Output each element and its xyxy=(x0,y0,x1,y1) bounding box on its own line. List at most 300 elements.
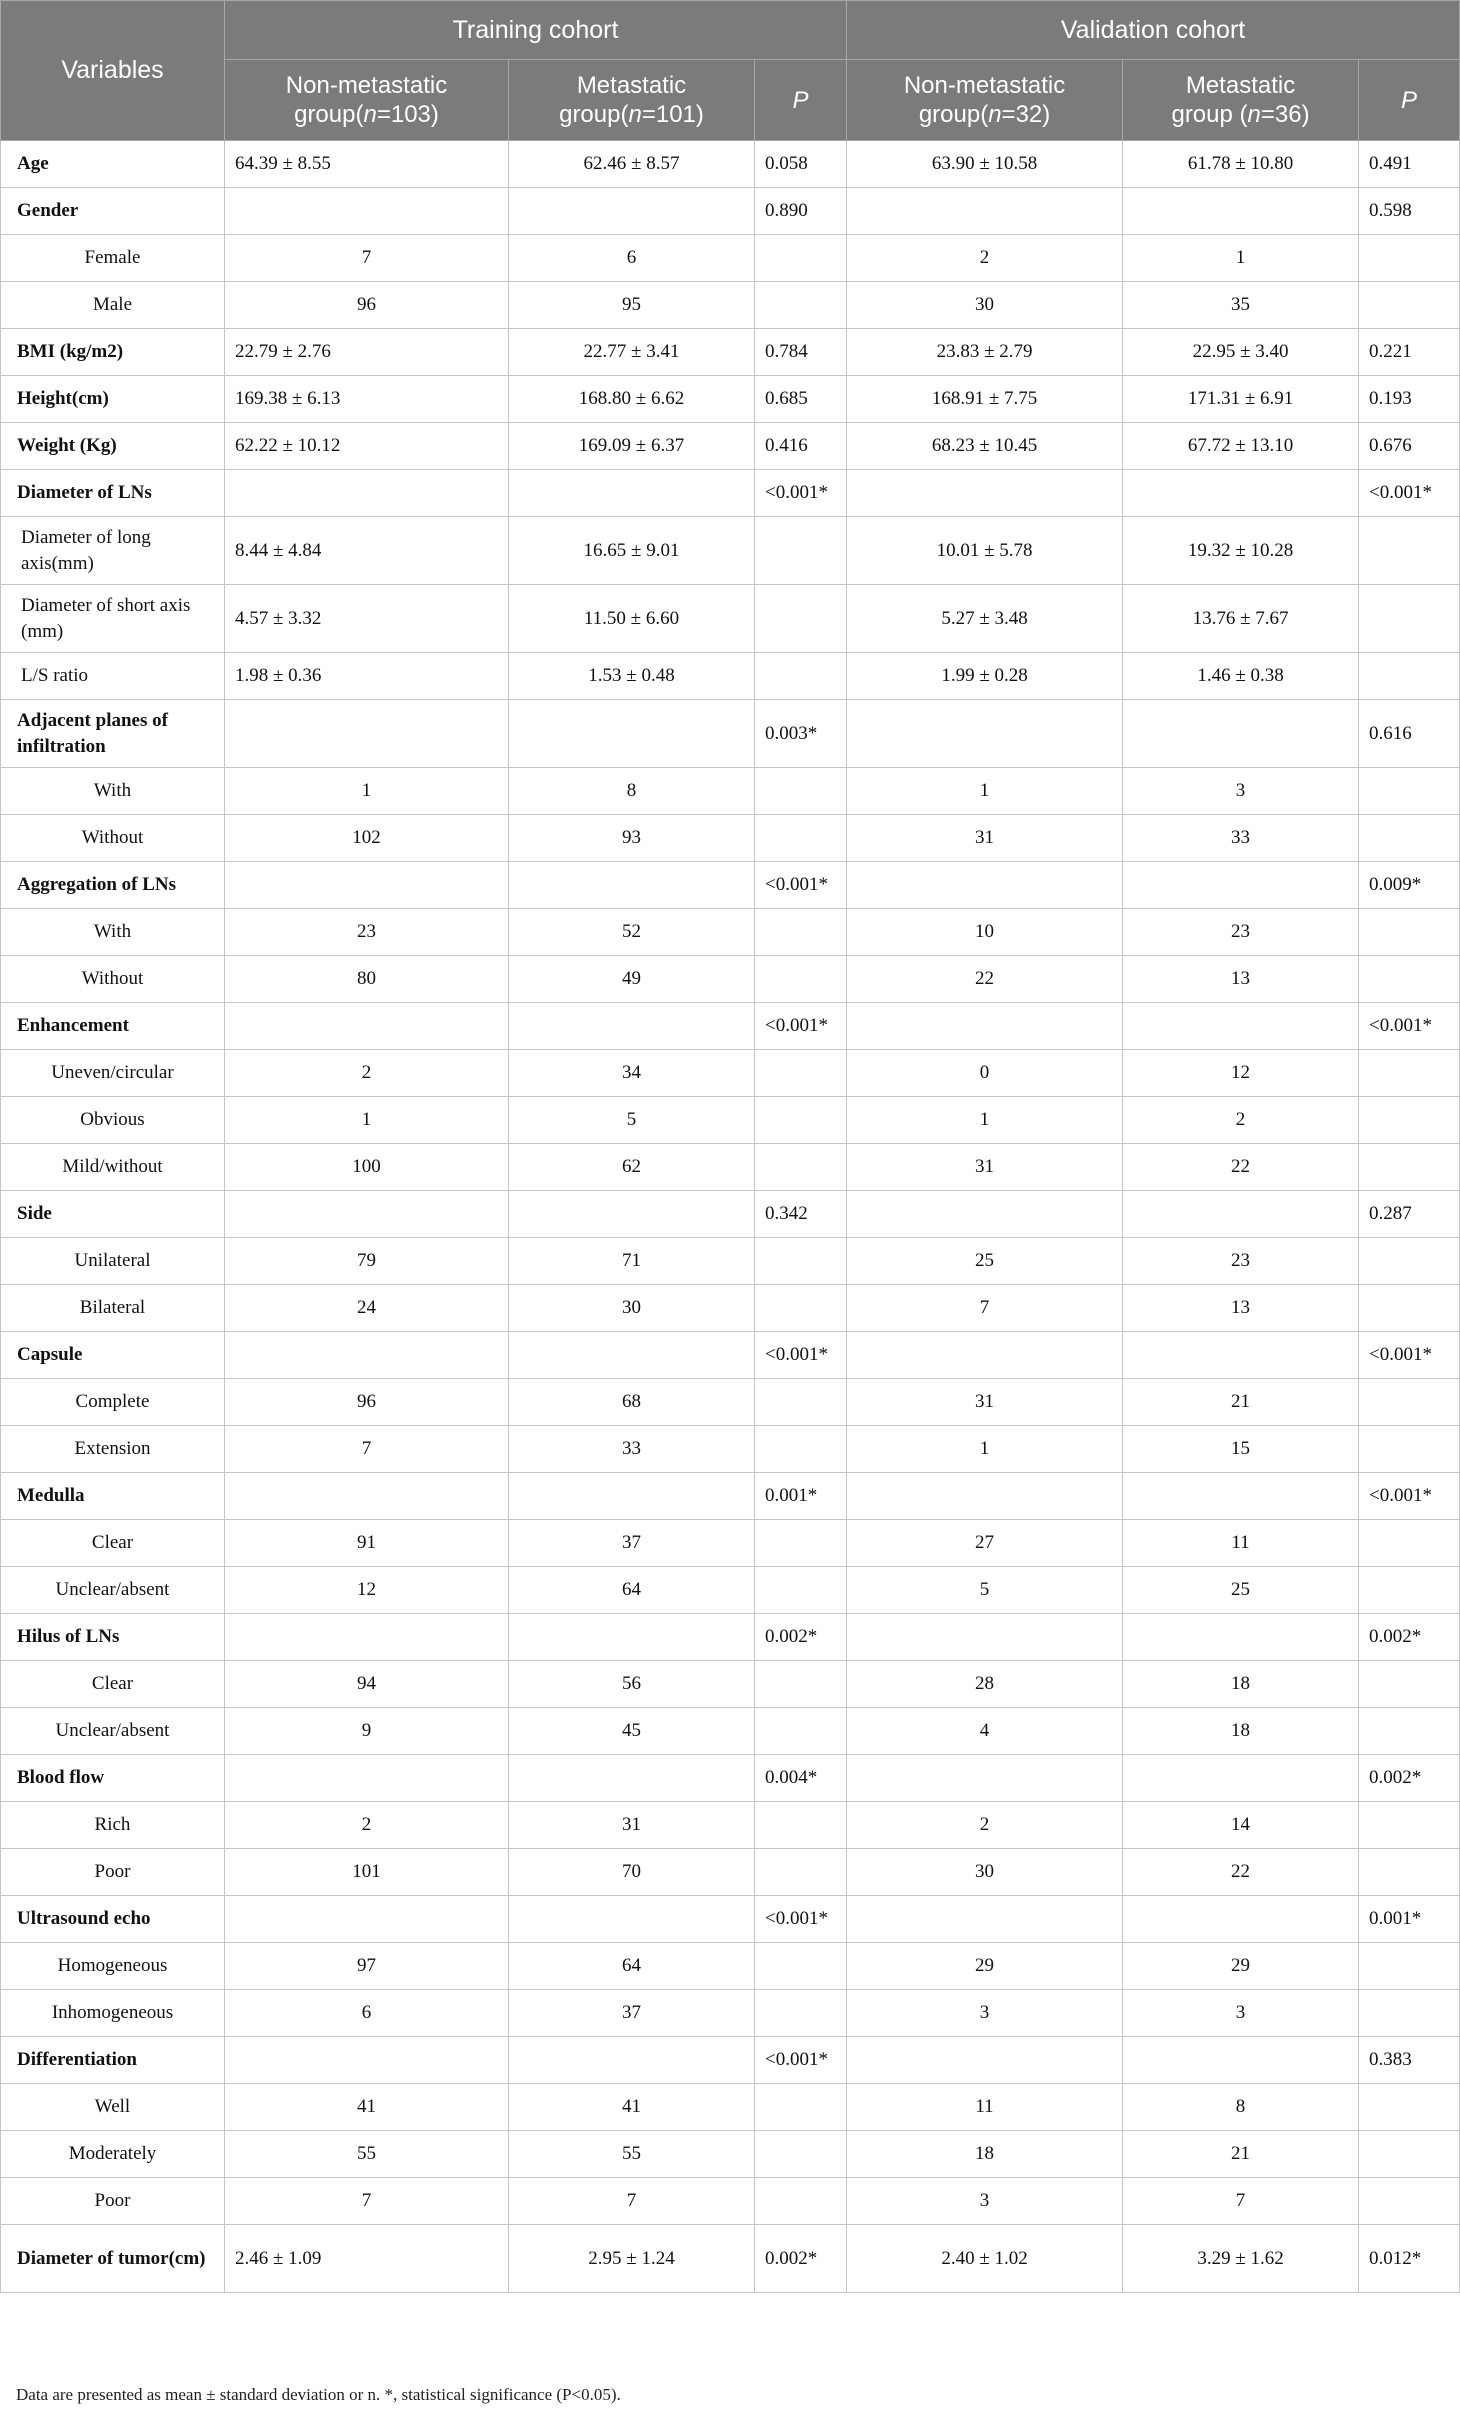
value-cell: 55 xyxy=(225,2131,509,2178)
p-value-cell xyxy=(1359,1285,1460,1332)
value-cell: 2 xyxy=(225,1050,509,1097)
value-cell xyxy=(509,1191,755,1238)
value-cell: 52 xyxy=(509,909,755,956)
value-cell: 13 xyxy=(1123,956,1359,1003)
p-value-cell xyxy=(1359,768,1460,815)
value-cell: 21 xyxy=(1123,2131,1359,2178)
row-variable-label: Diameter of LNs xyxy=(1,470,225,517)
value-cell: 11 xyxy=(1123,1520,1359,1567)
value-cell xyxy=(225,1896,509,1943)
value-cell: 80 xyxy=(225,956,509,1003)
header-val-p: P xyxy=(1359,60,1460,141)
p-value-cell: 0.012* xyxy=(1359,2225,1460,2293)
value-cell: 168.91 ± 7.75 xyxy=(847,376,1123,423)
p-value-cell: <0.001* xyxy=(1359,1473,1460,1520)
value-cell: 5.27 ± 3.48 xyxy=(847,585,1123,653)
value-cell: 68.23 ± 10.45 xyxy=(847,423,1123,470)
value-cell: 64 xyxy=(509,1943,755,1990)
value-cell xyxy=(847,700,1123,768)
row-category-label: Unilateral xyxy=(1,1238,225,1285)
value-cell: 2.95 ± 1.24 xyxy=(509,2225,755,2293)
value-cell xyxy=(509,1003,755,1050)
row-category-label: Well xyxy=(1,2084,225,2131)
value-cell xyxy=(225,1473,509,1520)
table-row xyxy=(1,1426,1460,1473)
p-value-cell xyxy=(1359,653,1460,700)
value-cell xyxy=(847,2037,1123,2084)
value-cell: 28 xyxy=(847,1661,1123,1708)
p-value-cell xyxy=(755,282,847,329)
header-train-metastatic: Metastatic group(n=101) xyxy=(509,60,755,141)
p-value-cell xyxy=(755,1285,847,1332)
value-cell xyxy=(225,700,509,768)
row-category-label: Mild/without xyxy=(1,1144,225,1191)
p-value-cell xyxy=(755,1661,847,1708)
table-row xyxy=(1,862,1460,909)
row-category-label: Clear xyxy=(1,1661,225,1708)
value-cell xyxy=(509,1473,755,1520)
value-cell xyxy=(1123,862,1359,909)
value-cell: 1.53 ± 0.48 xyxy=(509,653,755,700)
value-cell: 30 xyxy=(847,282,1123,329)
value-cell: 33 xyxy=(1123,815,1359,862)
row-variable-label: Capsule xyxy=(1,1332,225,1379)
table-row xyxy=(1,1943,1460,1990)
value-cell: 6 xyxy=(225,1990,509,2037)
value-cell xyxy=(225,862,509,909)
value-cell: 29 xyxy=(847,1943,1123,1990)
p-value-cell xyxy=(755,1990,847,2037)
table-row xyxy=(1,235,1460,282)
value-cell: 5 xyxy=(509,1097,755,1144)
value-cell: 22 xyxy=(1123,1144,1359,1191)
value-cell: 23 xyxy=(225,909,509,956)
table-row xyxy=(1,2178,1460,2225)
p-value-cell xyxy=(1359,1661,1460,1708)
value-cell: 41 xyxy=(509,2084,755,2131)
p-value-cell xyxy=(1359,2131,1460,2178)
row-variable-label: Side xyxy=(1,1191,225,1238)
table-row xyxy=(1,2037,1460,2084)
table-row xyxy=(1,1285,1460,1332)
p-value-cell xyxy=(1359,585,1460,653)
table-row xyxy=(1,1708,1460,1755)
value-cell: 49 xyxy=(509,956,755,1003)
row-variable-label: Aggregation of LNs xyxy=(1,862,225,909)
row-category-label: Without xyxy=(1,815,225,862)
row-variable-label: Ultrasound echo xyxy=(1,1896,225,1943)
p-value-cell xyxy=(1359,815,1460,862)
p-value-cell xyxy=(755,1379,847,1426)
row-category-label: Complete xyxy=(1,1379,225,1426)
table-row xyxy=(1,956,1460,1003)
p-value-cell: 0.002* xyxy=(1359,1755,1460,1802)
row-variable-label: Age xyxy=(1,141,225,188)
table-row xyxy=(1,700,1460,768)
value-cell: 67.72 ± 13.10 xyxy=(1123,423,1359,470)
p-value-cell xyxy=(1359,235,1460,282)
value-cell: 22.79 ± 2.76 xyxy=(225,329,509,376)
p-value-cell xyxy=(1359,1144,1460,1191)
value-cell: 96 xyxy=(225,282,509,329)
p-value-cell: 0.003* xyxy=(755,700,847,768)
p-value-cell: 0.009* xyxy=(1359,862,1460,909)
value-cell: 25 xyxy=(847,1238,1123,1285)
value-cell: 1.46 ± 0.38 xyxy=(1123,653,1359,700)
value-cell: 6 xyxy=(509,235,755,282)
p-value-cell: 0.890 xyxy=(755,188,847,235)
value-cell: 4.57 ± 3.32 xyxy=(225,585,509,653)
value-cell: 31 xyxy=(847,1379,1123,1426)
p-value-cell xyxy=(755,768,847,815)
value-cell: 24 xyxy=(225,1285,509,1332)
row-variable-label: Height(cm) xyxy=(1,376,225,423)
value-cell xyxy=(847,1003,1123,1050)
p-value-cell xyxy=(755,1708,847,1755)
row-category-label: Unclear/absent xyxy=(1,1708,225,1755)
value-cell xyxy=(509,188,755,235)
p-value-cell xyxy=(755,1802,847,1849)
value-cell: 7 xyxy=(225,235,509,282)
value-cell: 9 xyxy=(225,1708,509,1755)
value-cell: 12 xyxy=(1123,1050,1359,1097)
p-value-cell: 0.676 xyxy=(1359,423,1460,470)
value-cell xyxy=(225,1191,509,1238)
header-variables: Variables xyxy=(1,1,225,141)
table-row xyxy=(1,1896,1460,1943)
value-cell xyxy=(225,1003,509,1050)
value-cell: 27 xyxy=(847,1520,1123,1567)
value-cell xyxy=(847,470,1123,517)
value-cell xyxy=(225,1614,509,1661)
value-cell: 2 xyxy=(225,1802,509,1849)
value-cell: 95 xyxy=(509,282,755,329)
value-cell: 2 xyxy=(1123,1097,1359,1144)
p-value-cell: 0.616 xyxy=(1359,700,1460,768)
value-cell: 64.39 ± 8.55 xyxy=(225,141,509,188)
header-training-cohort: Training cohort xyxy=(225,1,847,60)
value-cell xyxy=(1123,1191,1359,1238)
value-cell: 7 xyxy=(847,1285,1123,1332)
table-row xyxy=(1,329,1460,376)
p-value-cell xyxy=(755,2084,847,2131)
value-cell: 100 xyxy=(225,1144,509,1191)
p-value-cell xyxy=(755,1567,847,1614)
value-cell xyxy=(847,188,1123,235)
value-cell: 35 xyxy=(1123,282,1359,329)
table-row xyxy=(1,2131,1460,2178)
row-category-label: Clear xyxy=(1,1520,225,1567)
value-cell: 18 xyxy=(1123,1661,1359,1708)
value-cell: 45 xyxy=(509,1708,755,1755)
row-category-label: Homogeneous xyxy=(1,1943,225,1990)
row-variable-label: BMI (kg/m2) xyxy=(1,329,225,376)
p-value-cell xyxy=(755,1520,847,1567)
row-variable-label: Blood flow xyxy=(1,1755,225,1802)
table-row xyxy=(1,1614,1460,1661)
p-value-cell: 0.598 xyxy=(1359,188,1460,235)
p-value-cell xyxy=(755,1238,847,1285)
value-cell xyxy=(225,2037,509,2084)
p-value-cell: 0.001* xyxy=(1359,1896,1460,1943)
p-value-cell xyxy=(755,517,847,585)
value-cell xyxy=(509,1896,755,1943)
value-cell: 8 xyxy=(1123,2084,1359,2131)
table-row xyxy=(1,585,1460,653)
p-value-cell xyxy=(1359,1708,1460,1755)
p-value-cell: 0.002* xyxy=(755,2225,847,2293)
value-cell xyxy=(1123,1896,1359,1943)
p-value-cell xyxy=(1359,282,1460,329)
value-cell: 62 xyxy=(509,1144,755,1191)
row-category-label: Without xyxy=(1,956,225,1003)
table-row xyxy=(1,1050,1460,1097)
value-cell: 2.40 ± 1.02 xyxy=(847,2225,1123,2293)
p-value-cell: 0.383 xyxy=(1359,2037,1460,2084)
table-row xyxy=(1,909,1460,956)
p-value-cell: <0.001* xyxy=(755,1896,847,1943)
value-cell: 1.98 ± 0.36 xyxy=(225,653,509,700)
p-value-cell: <0.001* xyxy=(755,1003,847,1050)
value-cell: 29 xyxy=(1123,1943,1359,1990)
value-cell: 16.65 ± 9.01 xyxy=(509,517,755,585)
value-cell: 4 xyxy=(847,1708,1123,1755)
p-value-cell xyxy=(1359,1426,1460,1473)
p-value-cell: <0.001* xyxy=(1359,1003,1460,1050)
row-category-label: Obvious xyxy=(1,1097,225,1144)
value-cell: 7 xyxy=(225,1426,509,1473)
header-val-metastatic: Metastatic group (n=36) xyxy=(1123,60,1359,141)
p-value-cell xyxy=(755,1849,847,1896)
p-value-cell: <0.001* xyxy=(755,862,847,909)
p-value-cell xyxy=(755,585,847,653)
table-row xyxy=(1,2084,1460,2131)
value-cell xyxy=(509,2037,755,2084)
value-cell: 31 xyxy=(847,815,1123,862)
value-cell xyxy=(1123,1614,1359,1661)
value-cell: 1.99 ± 0.28 xyxy=(847,653,1123,700)
value-cell: 19.32 ± 10.28 xyxy=(1123,517,1359,585)
p-value-cell: 0.784 xyxy=(755,329,847,376)
value-cell: 61.78 ± 10.80 xyxy=(1123,141,1359,188)
value-cell: 5 xyxy=(847,1567,1123,1614)
value-cell: 7 xyxy=(509,2178,755,2225)
p-value-cell xyxy=(755,235,847,282)
p-value-cell xyxy=(1359,517,1460,585)
p-value-cell xyxy=(755,956,847,1003)
value-cell: 171.31 ± 6.91 xyxy=(1123,376,1359,423)
value-cell: 64 xyxy=(509,1567,755,1614)
header-train-nonmetastatic: Non-metastatic group(n=103) xyxy=(225,60,509,141)
table-row xyxy=(1,2225,1460,2293)
value-cell: 3.29 ± 1.62 xyxy=(1123,2225,1359,2293)
value-cell: 23 xyxy=(1123,1238,1359,1285)
p-value-cell xyxy=(755,2178,847,2225)
row-variable-label: Diameter of tumor(cm) xyxy=(1,2225,225,2293)
value-cell: 55 xyxy=(509,2131,755,2178)
value-cell: 37 xyxy=(509,1990,755,2037)
value-cell: 1 xyxy=(847,1426,1123,1473)
row-category-label: Poor xyxy=(1,2178,225,2225)
value-cell: 62.46 ± 8.57 xyxy=(509,141,755,188)
p-value-cell: 0.221 xyxy=(1359,329,1460,376)
value-cell: 34 xyxy=(509,1050,755,1097)
table-row xyxy=(1,517,1460,585)
row-variable-label: Enhancement xyxy=(1,1003,225,1050)
value-cell xyxy=(847,1896,1123,1943)
row-category-label: Rich xyxy=(1,1802,225,1849)
value-cell: 22 xyxy=(1123,1849,1359,1896)
row-category-label: Unclear/absent xyxy=(1,1567,225,1614)
value-cell xyxy=(1123,1755,1359,1802)
p-value-cell: 0.342 xyxy=(755,1191,847,1238)
value-cell: 22.77 ± 3.41 xyxy=(509,329,755,376)
table-row xyxy=(1,1144,1460,1191)
value-cell: 11 xyxy=(847,2084,1123,2131)
row-category-label: Moderately xyxy=(1,2131,225,2178)
row-category-label: Poor xyxy=(1,1849,225,1896)
value-cell: 33 xyxy=(509,1426,755,1473)
p-value-cell xyxy=(755,815,847,862)
value-cell xyxy=(509,862,755,909)
value-cell: 2.46 ± 1.09 xyxy=(225,2225,509,2293)
table-row xyxy=(1,1473,1460,1520)
p-value-cell: 0.004* xyxy=(755,1755,847,1802)
value-cell: 169.38 ± 6.13 xyxy=(225,376,509,423)
table-row xyxy=(1,1849,1460,1896)
value-cell xyxy=(225,1332,509,1379)
p-value-cell xyxy=(1359,1990,1460,2037)
table-row xyxy=(1,653,1460,700)
value-cell: 8.44 ± 4.84 xyxy=(225,517,509,585)
p-value-cell xyxy=(755,1144,847,1191)
value-cell: 1 xyxy=(847,1097,1123,1144)
row-variable-label: Hilus of LNs xyxy=(1,1614,225,1661)
value-cell: 1 xyxy=(225,768,509,815)
header-validation-cohort: Validation cohort xyxy=(847,1,1460,60)
p-value-cell xyxy=(755,909,847,956)
value-cell: 22.95 ± 3.40 xyxy=(1123,329,1359,376)
value-cell: 10.01 ± 5.78 xyxy=(847,517,1123,585)
value-cell: 3 xyxy=(847,2178,1123,2225)
p-value-cell: 0.491 xyxy=(1359,141,1460,188)
value-cell: 1 xyxy=(1123,235,1359,282)
value-cell xyxy=(1123,700,1359,768)
value-cell: 1 xyxy=(847,768,1123,815)
p-value-cell: 0.002* xyxy=(1359,1614,1460,1661)
p-value-cell xyxy=(1359,1050,1460,1097)
table-row xyxy=(1,141,1460,188)
value-cell xyxy=(1123,1473,1359,1520)
value-cell: 96 xyxy=(225,1379,509,1426)
row-category-label: Diameter of short axis (mm) xyxy=(1,585,225,653)
value-cell: 0 xyxy=(847,1050,1123,1097)
value-cell: 21 xyxy=(1123,1379,1359,1426)
p-value-cell xyxy=(755,1097,847,1144)
table-header xyxy=(1,1,1460,141)
table-row xyxy=(1,1003,1460,1050)
table-row xyxy=(1,1567,1460,1614)
value-cell: 22 xyxy=(847,956,1123,1003)
p-value-cell xyxy=(1359,1379,1460,1426)
row-category-label: With xyxy=(1,768,225,815)
value-cell xyxy=(509,700,755,768)
value-cell: 62.22 ± 10.12 xyxy=(225,423,509,470)
value-cell: 94 xyxy=(225,1661,509,1708)
row-category-label: L/S ratio xyxy=(1,653,225,700)
value-cell: 68 xyxy=(509,1379,755,1426)
table-row xyxy=(1,1238,1460,1285)
value-cell: 15 xyxy=(1123,1426,1359,1473)
value-cell: 18 xyxy=(847,2131,1123,2178)
value-cell xyxy=(225,188,509,235)
table-row xyxy=(1,1332,1460,1379)
value-cell: 101 xyxy=(225,1849,509,1896)
value-cell: 31 xyxy=(509,1802,755,1849)
p-value-cell: 0.001* xyxy=(755,1473,847,1520)
value-cell: 25 xyxy=(1123,1567,1359,1614)
row-category-label: Male xyxy=(1,282,225,329)
table-row xyxy=(1,376,1460,423)
value-cell: 93 xyxy=(509,815,755,862)
value-cell: 3 xyxy=(1123,768,1359,815)
table-row xyxy=(1,470,1460,517)
value-cell: 168.80 ± 6.62 xyxy=(509,376,755,423)
p-value-cell: 0.002* xyxy=(755,1614,847,1661)
value-cell xyxy=(847,1332,1123,1379)
header-val-nonmetastatic: Non-metastatic group(n=32) xyxy=(847,60,1123,141)
row-variable-label: Adjacent planes of infiltration xyxy=(1,700,225,768)
value-cell xyxy=(1123,1332,1359,1379)
p-value-cell xyxy=(1359,956,1460,1003)
value-cell xyxy=(225,1755,509,1802)
value-cell: 14 xyxy=(1123,1802,1359,1849)
value-cell xyxy=(1123,2037,1359,2084)
row-category-label: Inhomogeneous xyxy=(1,1990,225,2037)
p-value-cell xyxy=(1359,1943,1460,1990)
p-value-cell: 0.193 xyxy=(1359,376,1460,423)
value-cell: 97 xyxy=(225,1943,509,1990)
p-value-cell: <0.001* xyxy=(755,2037,847,2084)
value-cell xyxy=(1123,470,1359,517)
value-cell xyxy=(847,1473,1123,1520)
value-cell: 1 xyxy=(225,1097,509,1144)
p-value-cell xyxy=(1359,2084,1460,2131)
value-cell: 102 xyxy=(225,815,509,862)
p-value-cell: <0.001* xyxy=(755,1332,847,1379)
value-cell: 8 xyxy=(509,768,755,815)
value-cell: 10 xyxy=(847,909,1123,956)
row-category-label: With xyxy=(1,909,225,956)
value-cell xyxy=(847,1614,1123,1661)
p-value-cell: <0.001* xyxy=(755,470,847,517)
p-value-cell xyxy=(1359,1849,1460,1896)
value-cell: 71 xyxy=(509,1238,755,1285)
table-body xyxy=(1,141,1460,2293)
value-cell: 31 xyxy=(847,1144,1123,1191)
p-value-cell: 0.416 xyxy=(755,423,847,470)
row-variable-label: Medulla xyxy=(1,1473,225,1520)
p-value-cell xyxy=(755,653,847,700)
value-cell: 7 xyxy=(1123,2178,1359,2225)
value-cell xyxy=(847,862,1123,909)
p-value-cell xyxy=(1359,1802,1460,1849)
table-row xyxy=(1,282,1460,329)
p-value-cell xyxy=(1359,1567,1460,1614)
value-cell xyxy=(1123,1003,1359,1050)
table-row xyxy=(1,1097,1460,1144)
p-value-cell: 0.058 xyxy=(755,141,847,188)
